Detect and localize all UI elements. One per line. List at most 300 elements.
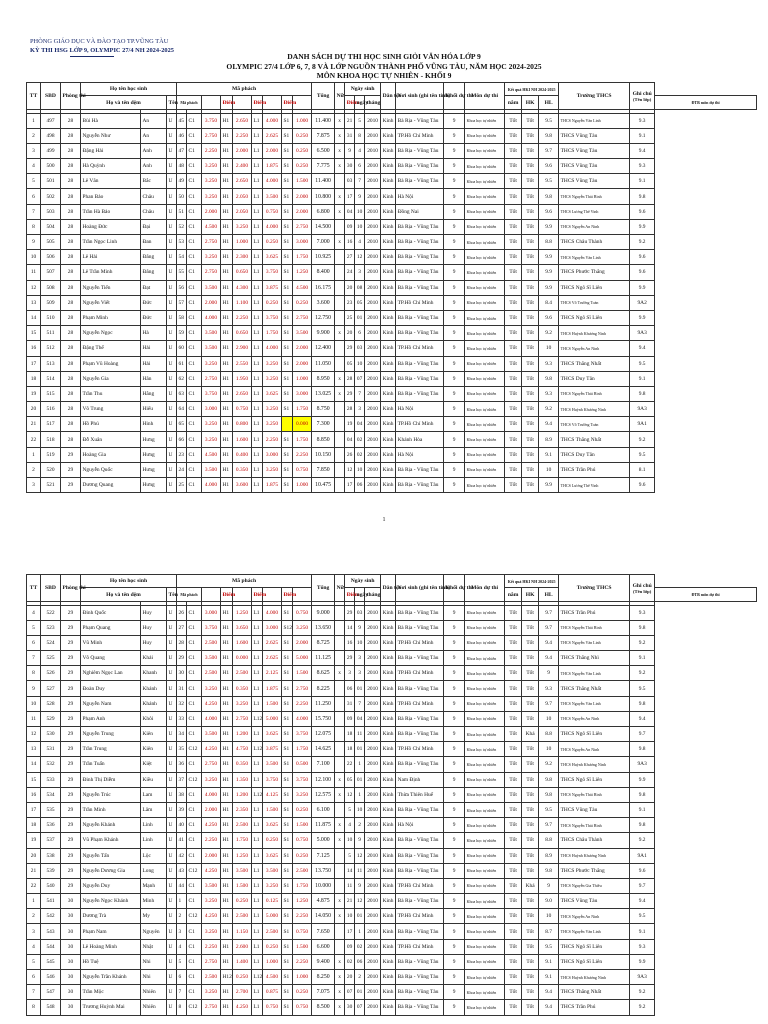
student-row — [27, 143, 757, 158]
cell-c-score: 2.250 — [202, 833, 221, 848]
cell-ho-dem: Nguyễn Dương Gia — [81, 863, 141, 878]
cell-ethnicity: Kinh — [381, 143, 396, 158]
cell-c-code: C1 — [187, 985, 202, 1000]
cell-code-u: U — [167, 113, 177, 128]
cell-sbd: 512 — [41, 341, 61, 356]
cell-total: 14.625 — [312, 742, 335, 757]
student-row — [27, 219, 757, 234]
cell-subject: Khoa học tự nhiên — [465, 620, 505, 635]
cell-school: THCS Châu Thành — [559, 833, 630, 848]
cell-hk: Tốt — [505, 742, 522, 757]
cell-l-code: L1 — [252, 113, 263, 128]
cell-tt: 7 — [27, 985, 41, 1000]
cell-l-code: L1 — [252, 250, 263, 265]
student-row — [27, 894, 757, 909]
cell-school: THCS Nguyễn Văn Linh — [559, 666, 630, 681]
cell-year: 2010 — [365, 666, 381, 681]
cell-female — [335, 356, 345, 371]
cell-female — [335, 402, 345, 417]
cell-grade: 9 — [444, 371, 465, 386]
cell-grade: 9 — [444, 651, 465, 666]
cell-phach: 34 — [177, 727, 187, 742]
cell-l-code: L1 — [252, 371, 263, 386]
cell-subject: Khoa học tự nhiên — [465, 1000, 505, 1015]
cell-grade: 9 — [444, 802, 465, 817]
cell-phong: 28 — [61, 204, 81, 219]
cell-phong: 30 — [61, 954, 81, 969]
cell-l-score: 3.500 — [263, 863, 282, 878]
cell-ho-dem: Đặng Thế — [81, 341, 141, 356]
cell-month: 01 — [355, 985, 365, 1000]
cell-phong: 28 — [61, 143, 81, 158]
cell-class: 9.6 — [630, 250, 655, 265]
cell-h-code: H1 — [221, 985, 233, 1000]
cell-total: 10.475 — [312, 478, 335, 493]
cell-h-score: 2.050 — [233, 204, 252, 219]
cell-grade: 9 — [444, 742, 465, 757]
cell-code-u: U — [167, 878, 177, 893]
cell-phong: 29 — [61, 818, 81, 833]
cell-s-code: S1 — [282, 681, 293, 696]
cell-subject: Khoa học tự nhiên — [465, 802, 505, 817]
cell-h-code: H1 — [221, 681, 233, 696]
cell-dtb: 9.4 — [539, 635, 559, 650]
cell-ho-dem: Nguyễn Quốc — [81, 462, 141, 477]
cell-ten: Đan — [141, 235, 167, 250]
cell-code-u: U — [167, 371, 177, 386]
cell-c-code: C1 — [187, 250, 202, 265]
cell-l-score: 4.500 — [263, 970, 282, 985]
cell-c-score: 2.750 — [202, 1000, 221, 1015]
cell-l-code: L1 — [252, 651, 263, 666]
cell-month: 02 — [355, 432, 365, 447]
cell-ho-dem: Trần Trung — [81, 742, 141, 757]
cell-c-score: 2.000 — [202, 802, 221, 817]
cell-ethnicity: Kinh — [381, 954, 396, 969]
cell-year: 2010 — [365, 863, 381, 878]
header-row-1 — [27, 83, 757, 96]
cell-s-code: S1 — [282, 939, 293, 954]
student-row — [27, 341, 757, 356]
cell-school: THCS Ngô Sĩ Liên — [559, 954, 630, 969]
student-row — [27, 878, 757, 893]
cell-class: 9.1 — [630, 924, 655, 939]
cell-hl: Tốt — [522, 1000, 539, 1015]
cell-hk: Tốt — [505, 833, 522, 848]
cell-class: 9.3 — [630, 113, 655, 128]
cell-dtb: 9.4 — [539, 651, 559, 666]
cell-subject: Khoa học tự nhiên — [465, 696, 505, 711]
cell-hl: Tốt — [522, 772, 539, 787]
cell-s-score: 2.000 — [293, 635, 312, 650]
cell-ten: Linh — [141, 818, 167, 833]
cell-s-code: S1 — [282, 863, 293, 878]
cell-ethnicity: Kinh — [381, 174, 396, 189]
cell-birthplace: Bà Rịa - Vũng Tàu — [396, 954, 444, 969]
cell-ho-dem: Trần Tuấn — [81, 757, 141, 772]
student-row — [27, 280, 757, 295]
cell-c-code: C1 — [187, 143, 202, 158]
cell-dtb: 9.8 — [539, 371, 559, 386]
cell-ten: Lam — [141, 787, 167, 802]
cell-tt: 22 — [27, 432, 41, 447]
cell-grade: 9 — [444, 478, 465, 493]
cell-code-u: U — [167, 757, 177, 772]
cell-c-code: C1 — [187, 417, 202, 432]
cell-c-score: 3.500 — [202, 651, 221, 666]
cell-hk: Tốt — [505, 341, 522, 356]
cell-s-code: S1 — [282, 462, 293, 477]
cell-female — [335, 265, 345, 280]
cell-female: x — [335, 128, 345, 143]
cell-phach: 45 — [177, 113, 187, 128]
cell-l-score: 3.250 — [263, 356, 282, 371]
cell-s-score: 3.250 — [293, 620, 312, 635]
cell-female: x — [335, 326, 345, 341]
cell-sbd: 531 — [41, 742, 61, 757]
cell-month: 03 — [355, 341, 365, 356]
cell-tt: 6 — [27, 635, 41, 650]
col-subject: Môn dự thi — [465, 83, 505, 110]
cell-subject: Khoa học tự nhiên — [465, 848, 505, 863]
cell-birthplace: TP.Hồ Chí Minh — [396, 128, 444, 143]
cell-l-score: 2.125 — [263, 666, 282, 681]
cell-code-u: U — [167, 386, 177, 401]
student-row — [27, 113, 757, 128]
cell-grade: 9 — [444, 620, 465, 635]
cell-grade: 9 — [444, 265, 465, 280]
cell-phong: 29 — [61, 651, 81, 666]
cell-ethnicity: Kinh — [381, 863, 396, 878]
student-row — [27, 711, 757, 726]
cell-sbd: 518 — [41, 432, 61, 447]
cell-ho-dem: Đỗ Xuân — [81, 432, 141, 447]
cell-school: THCS Nguyễn Văn Linh — [559, 250, 630, 265]
cell-school: THCS Nguyễn Văn Linh — [559, 924, 630, 939]
cell-dtb: 9.9 — [539, 250, 559, 265]
cell-ten: Đăng — [141, 250, 167, 265]
cell-day: 09 — [345, 939, 355, 954]
cell-female — [335, 863, 345, 878]
cell-h-code: H1 — [221, 386, 233, 401]
cell-s-code: S1 — [282, 802, 293, 817]
cell-birthplace: TP.Hồ Chí Minh — [396, 696, 444, 711]
cell-l-code: L1 — [252, 356, 263, 371]
cell-sbd: 524 — [41, 635, 61, 650]
col-total: Tổng — [312, 83, 335, 110]
col-school: Trường THCS — [559, 83, 630, 110]
cell-sbd: 521 — [41, 478, 61, 493]
cell-s-code: S1 — [282, 666, 293, 681]
cell-school: THCS Nguyễn Thái Bình — [559, 620, 630, 635]
cell-l-code: L1 — [252, 143, 263, 158]
cell-birthplace: TP.Hồ Chí Minh — [396, 909, 444, 924]
cell-c-code: C1 — [187, 219, 202, 234]
cell-hk: Tốt — [505, 371, 522, 386]
cell-ho-dem: Hoàng Đức — [81, 219, 141, 234]
cell-birthplace: TP.Hồ Chí Minh — [396, 742, 444, 757]
cell-class: 9.1 — [630, 651, 655, 666]
cell-c-code: C1 — [187, 818, 202, 833]
cell-sbd: 532 — [41, 757, 61, 772]
cell-h-score: 1.250 — [233, 848, 252, 863]
cell-ethnicity: Kinh — [381, 833, 396, 848]
cell-total: 7.775 — [312, 159, 335, 174]
cell-class: 9.8 — [630, 386, 655, 401]
cell-birthplace: Bà Rịa - Vũng Tàu — [396, 113, 444, 128]
cell-phach: 47 — [177, 143, 187, 158]
cell-subject: Khoa học tự nhiên — [465, 605, 505, 620]
cell-dtb: 9.4 — [539, 1000, 559, 1015]
cell-phach: 8 — [177, 1000, 187, 1015]
cell-birthplace: Hà Nội — [396, 818, 444, 833]
cell-school: THCS Vũng Tàu — [559, 128, 630, 143]
note-sub: (Tên lớp) — [633, 96, 652, 102]
cell-year: 2010 — [365, 985, 381, 1000]
cell-school: THCS Thắng Nhất — [559, 681, 630, 696]
student-row — [27, 787, 757, 802]
cell-total: 9.900 — [312, 326, 335, 341]
col-note — [630, 575, 655, 602]
cell-sbd: 542 — [41, 909, 61, 924]
cell-phong: 29 — [61, 478, 81, 493]
cell-ethnicity: Kinh — [381, 371, 396, 386]
cell-code-u: U — [167, 159, 177, 174]
cell-hl: Tốt — [522, 620, 539, 635]
cell-female: x — [335, 787, 345, 802]
cell-birthplace: Bà Rịa - Vũng Tàu — [396, 802, 444, 817]
title-line-3: MÔN KHOA HỌC TỰ NHIÊN - KHỐI 9 — [316, 71, 452, 80]
cell-h-score: 2.500 — [233, 666, 252, 681]
cell-dtb: 9.6 — [539, 159, 559, 174]
cell-school: THCS Nguyễn Văn Linh — [559, 696, 630, 711]
cell-c-score: 3.000 — [202, 402, 221, 417]
cell-total: 10.800 — [312, 189, 335, 204]
cell-subject: Khoa học tự nhiên — [465, 189, 505, 204]
cell-hl: Tốt — [522, 909, 539, 924]
cell-school: THCS Nguyễn An Ninh — [559, 219, 630, 234]
cell-birthplace: TP.Hồ Chí Minh — [396, 939, 444, 954]
cell-l-code: L1 — [252, 924, 263, 939]
cell-phong: 29 — [61, 447, 81, 462]
cell-day: 3 — [345, 666, 355, 681]
cell-grade: 9 — [444, 970, 465, 985]
cell-ethnicity: Kinh — [381, 772, 396, 787]
cell-phach: 30 — [177, 666, 187, 681]
cell-c-score: 3.750 — [202, 386, 221, 401]
cell-h-score: 1.500 — [233, 878, 252, 893]
col-female: Nữ — [335, 575, 345, 602]
cell-grade: 9 — [444, 386, 465, 401]
cell-year: 2010 — [365, 113, 381, 128]
cell-birthplace: Bà Rịa - Vũng Tàu — [396, 371, 444, 386]
col-phong: Phòng thi — [61, 83, 81, 110]
cell-sbd: 538 — [41, 848, 61, 863]
cell-phach: 54 — [177, 250, 187, 265]
cell-c-score: 2.500 — [202, 635, 221, 650]
col-ethnicity: Dân tộc — [381, 575, 396, 602]
cell-ho-dem: Phan Bảo — [81, 189, 141, 204]
cell-hk: Tốt — [505, 787, 522, 802]
cell-school: THCS Nguyễn An Ninh — [559, 909, 630, 924]
cell-hl: Tốt — [522, 402, 539, 417]
cell-sbd: 516 — [41, 402, 61, 417]
cell-hl: Tốt — [522, 174, 539, 189]
cell-hk: Tốt — [505, 159, 522, 174]
cell-c-code: C1 — [187, 326, 202, 341]
cell-ho-dem: Nguyễn Khánh — [81, 818, 141, 833]
cell-l-score: 4.000 — [263, 341, 282, 356]
student-row — [27, 386, 757, 401]
cell-total: 11.875 — [312, 818, 335, 833]
cell-total: 14.050 — [312, 909, 335, 924]
cell-ten: Hằng — [141, 386, 167, 401]
cell-class: 9.3 — [630, 159, 655, 174]
header-row-1 — [27, 575, 757, 588]
cell-ethnicity: Kinh — [381, 757, 396, 772]
cell-c-score: 4.250 — [202, 696, 221, 711]
cell-phach: 28 — [177, 635, 187, 650]
cell-phach: 65 — [177, 417, 187, 432]
cell-birthplace: Bà Rịa - Vũng Tàu — [396, 894, 444, 909]
cell-total: 8.725 — [312, 635, 335, 650]
cell-s-code: S1 — [282, 113, 293, 128]
cell-year: 2010 — [365, 159, 381, 174]
cell-school: THCS Huỳnh Khương Ninh — [559, 402, 630, 417]
cell-phong: 30 — [61, 1000, 81, 1015]
cell-s-score: 0.750 — [293, 833, 312, 848]
cell-hl: Tốt — [522, 818, 539, 833]
cell-phong: 28 — [61, 341, 81, 356]
cell-h-code: H1 — [221, 651, 233, 666]
cell-c-score: 3.250 — [202, 772, 221, 787]
cell-birthplace: TP.Hồ Chí Minh — [396, 666, 444, 681]
cell-phach: 61 — [177, 356, 187, 371]
cell-female — [335, 848, 345, 863]
cell-ho-dem: Nguyễn Nam — [81, 696, 141, 711]
cell-sbd: 499 — [41, 143, 61, 158]
cell-total: 7.850 — [312, 462, 335, 477]
cell-code-u: U — [167, 462, 177, 477]
cell-grade: 9 — [444, 113, 465, 128]
cell-dtb: 8.8 — [539, 235, 559, 250]
cell-dtb: 9.9 — [539, 478, 559, 493]
cell-ten: Hưng — [141, 432, 167, 447]
cell-sbd: 511 — [41, 326, 61, 341]
col-c-code — [202, 96, 221, 110]
cell-l-code: L1 — [252, 878, 263, 893]
cell-ethnicity: Kinh — [381, 666, 396, 681]
cell-h-score: 1.400 — [233, 954, 252, 969]
cell-l-code: L1 — [252, 478, 263, 493]
cell-l-score: 1.750 — [263, 326, 282, 341]
cell-female — [335, 696, 345, 711]
cell-l-score: 4.000 — [263, 174, 282, 189]
cell-h-score: 1.600 — [233, 432, 252, 447]
cell-subject: Khoa học tự nhiên — [465, 666, 505, 681]
cell-day: 10 — [345, 833, 355, 848]
col-hl: HL — [539, 588, 559, 602]
col-school: Trường THCS — [559, 575, 630, 602]
cell-year: 2010 — [365, 772, 381, 787]
cell-h-code: H1 — [221, 432, 233, 447]
cell-total: 8.225 — [312, 681, 335, 696]
cell-l-code: L1 — [252, 219, 263, 234]
cell-phong: 28 — [61, 113, 81, 128]
col-year: năm — [505, 588, 522, 602]
cell-ten: Hưng — [141, 447, 167, 462]
cell-dtb: 9 — [539, 666, 559, 681]
cell-h-code: H1 — [221, 235, 233, 250]
cell-s-code: S1 — [282, 143, 293, 158]
cell-ho-dem: Hồ Phú — [81, 417, 141, 432]
student-row — [27, 295, 757, 310]
cell-total: 7.875 — [312, 128, 335, 143]
cell-sbd: 543 — [41, 924, 61, 939]
cell-ten: Nhi — [141, 954, 167, 969]
cell-grade: 9 — [444, 280, 465, 295]
cell-grade: 9 — [444, 818, 465, 833]
cell-s-code: S1 — [282, 295, 293, 310]
cell-hk: Tốt — [505, 386, 522, 401]
cell-s-score: 1.000 — [293, 371, 312, 386]
cell-c-code: C1 — [187, 128, 202, 143]
cell-l-code: L1 — [252, 432, 263, 447]
cell-s-score: 0.250 — [293, 802, 312, 817]
cell-ho-dem: Trương Huỳnh Mai — [81, 1000, 141, 1015]
cell-phong: 29 — [61, 848, 81, 863]
cell-sbd: 497 — [41, 113, 61, 128]
document-titles — [0, 52, 768, 81]
cell-l-score: 1.875 — [263, 478, 282, 493]
cell-s-score: 4.000 — [293, 711, 312, 726]
cell-total: 12.750 — [312, 310, 335, 325]
cell-ho-dem: Hồ Tuệ — [81, 954, 141, 969]
cell-dtb: 10 — [539, 341, 559, 356]
cell-h-code: H1 — [221, 742, 233, 757]
cell-total: 8.625 — [312, 666, 335, 681]
cell-ten: Đạt — [141, 280, 167, 295]
student-row — [27, 174, 757, 189]
cell-ten: Châu — [141, 204, 167, 219]
cell-day: 25 — [345, 310, 355, 325]
cell-female — [335, 802, 345, 817]
cell-phong: 29 — [61, 833, 81, 848]
cell-year: 2010 — [365, 174, 381, 189]
cell-l-score: 4.000 — [263, 113, 282, 128]
cell-c-code: C1 — [187, 478, 202, 493]
cell-s-code: S1 — [282, 174, 293, 189]
cell-phach: 23 — [177, 447, 187, 462]
cell-subject: Khoa học tự nhiên — [465, 711, 505, 726]
cell-total: 9.400 — [312, 954, 335, 969]
cell-total: 8.850 — [312, 432, 335, 447]
cell-ho-dem: Nguyễn Tiến — [81, 280, 141, 295]
col-h-code — [233, 588, 252, 602]
cell-ten: Hải — [141, 356, 167, 371]
cell-sbd: 537 — [41, 833, 61, 848]
student-row — [27, 310, 757, 325]
cell-tt: 4 — [27, 159, 41, 174]
cell-birthplace: TP.Hồ Chí Minh — [396, 417, 444, 432]
cell-grade: 9 — [444, 681, 465, 696]
cell-hk: Tốt — [505, 970, 522, 985]
cell-c-code: C1 — [187, 924, 202, 939]
cell-grade: 9 — [444, 174, 465, 189]
cell-hk: Tốt — [505, 802, 522, 817]
cell-s-score: 0.250 — [293, 848, 312, 863]
cell-year: 2010 — [365, 417, 381, 432]
